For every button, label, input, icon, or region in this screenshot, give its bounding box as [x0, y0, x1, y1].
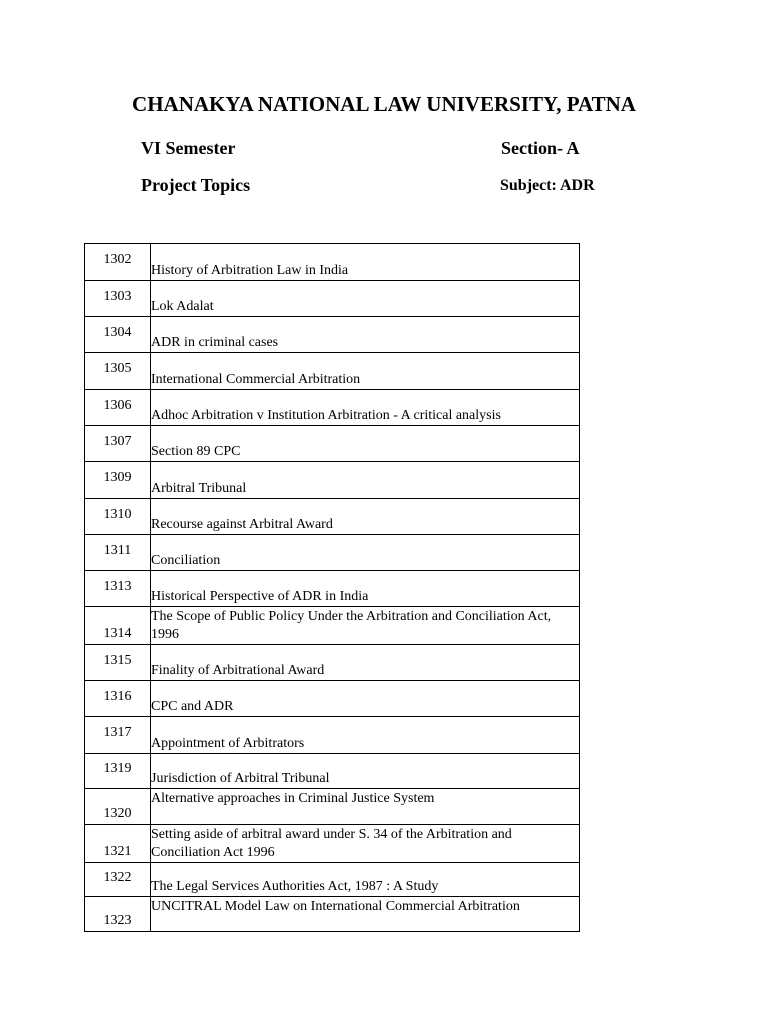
table-row: [85, 499, 580, 535]
topic-code: 1311: [85, 535, 151, 571]
table-row: [85, 571, 580, 607]
topic-code: 1310: [85, 499, 151, 535]
section-label: Section- A: [501, 138, 580, 158]
topic-title: ADR in criminal cases: [151, 317, 580, 353]
topic-code: 1315: [85, 645, 151, 681]
topic-title: Finality of Arbitrational Award: [151, 645, 580, 681]
topic-title: Recourse against Arbitral Award: [151, 499, 580, 535]
topic-code: 1314: [85, 607, 151, 645]
topic-title: History of Arbitration Law in India: [151, 244, 580, 281]
topic-title: The Legal Services Authorities Act, 1987 : A Study: [151, 863, 580, 897]
topic-title: Arbitral Tribunal: [151, 462, 580, 499]
table-row: [85, 244, 580, 281]
topic-title: International Commercial Arbitration: [151, 353, 580, 390]
table-row: [85, 789, 580, 825]
topic-title: Appointment of Arbitrators: [151, 717, 580, 754]
table-row: [85, 426, 580, 462]
table-row: [85, 825, 580, 863]
topic-title: UNCITRAL Model Law on International Commercial Arbitration: [151, 897, 580, 932]
topic-title: Lok Adalat: [151, 281, 580, 317]
table-row: [85, 897, 580, 932]
topic-code: 1317: [85, 717, 151, 754]
topic-code: 1309: [85, 462, 151, 499]
table-row: [85, 317, 580, 353]
topic-code: 1302: [85, 244, 151, 281]
subject-label: Subject: ADR: [500, 177, 595, 194]
topic-code: 1313: [85, 571, 151, 607]
table-row: [85, 535, 580, 571]
table-row: [85, 645, 580, 681]
topic-code: 1306: [85, 390, 151, 426]
table-row: [85, 353, 580, 390]
table-row: [85, 390, 580, 426]
topic-title: Setting aside of arbitral award under S. 34 of the Arbitration and Conciliation Act 1996: [151, 825, 580, 863]
topic-title: Historical Perspective of ADR in India: [151, 571, 580, 607]
topic-title: The Scope of Public Policy Under the Arbitration and Conciliation Act, 1996: [151, 607, 580, 645]
table-row: [85, 681, 580, 717]
topic-code: 1305: [85, 353, 151, 390]
topic-title: Jurisdiction of Arbitral Tribunal: [151, 754, 580, 789]
table-row: [85, 607, 580, 645]
topic-code: 1323: [85, 897, 151, 932]
project-topics-heading: Project Topics: [141, 175, 251, 195]
table-row: [85, 863, 580, 897]
topic-title: Adhoc Arbitration v Institution Arbitration - A critical analysis: [151, 390, 580, 426]
topic-code: 1304: [85, 317, 151, 353]
topic-code: 1321: [85, 825, 151, 863]
topic-code: 1307: [85, 426, 151, 462]
topic-code: 1303: [85, 281, 151, 317]
table-row: [85, 281, 580, 317]
table-row: [85, 717, 580, 754]
topics-table: [84, 243, 580, 932]
topic-code: 1322: [85, 863, 151, 897]
table-row: [85, 754, 580, 789]
topic-code: 1320: [85, 789, 151, 825]
topic-title: CPC and ADR: [151, 681, 580, 717]
topic-title: Alternative approaches in Criminal Justice System: [151, 789, 580, 825]
table-row: [85, 462, 580, 499]
semester-label: VI Semester: [141, 138, 236, 158]
topic-code: 1319: [85, 754, 151, 789]
university-title: CHANAKYA NATIONAL LAW UNIVERSITY, PATNA: [132, 92, 636, 116]
topic-title: Section 89 CPC: [151, 426, 580, 462]
topic-title: Conciliation: [151, 535, 580, 571]
topic-code: 1316: [85, 681, 151, 717]
